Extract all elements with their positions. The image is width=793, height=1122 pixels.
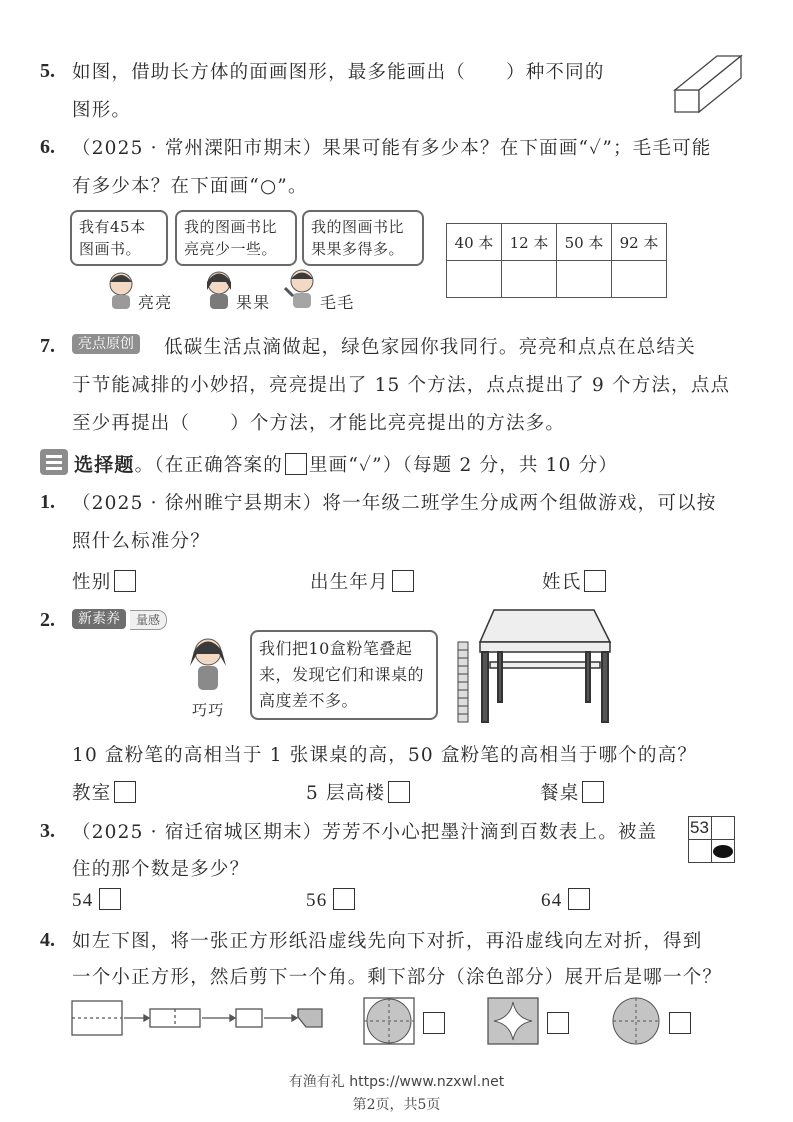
c4-option-b-figure [486,996,542,1046]
section-three-title: 选择题 [74,454,135,476]
c4-checkbox-c[interactable] [669,1012,691,1034]
c2-option-building [306,779,410,805]
chalk-and-desk-figure [454,604,614,724]
c2-option-label: 5 层高楼 [306,783,386,804]
c2-checkbox-building[interactable] [388,781,410,803]
c1-number: 1. [40,491,55,513]
hundred-chart-fragment [688,816,736,864]
qiaoqiao-name: 巧巧 [192,701,225,719]
ink-blot [713,845,733,858]
liangliang-avatar [104,270,138,310]
c2-option-label: 教室 [72,783,112,804]
c1-option-gender [72,568,136,594]
page-number: 第2页，共5页 [352,1097,441,1113]
q7-line2: 于节能减排的小妙招，亮亮提出了 15 个方法，点点提出了 9 个方法，点点 [72,375,731,396]
c4-checkbox-a[interactable] [423,1012,445,1034]
c2-number: 2. [40,609,55,631]
c4-option-a-figure [362,996,418,1046]
q6-answer-cell-50[interactable] [557,261,612,298]
maomao-name: 毛毛 [320,293,355,312]
q5-line1 [72,58,605,84]
grid-cell-ink [711,839,735,863]
c3-line2: 住的那个数是多少？ [72,859,250,880]
c1-checkbox-gender[interactable] [114,570,136,592]
c2-quantity-sense-tag: 量感 [130,610,167,630]
q6-line1: （2025 · 常州溧阳市期末）果果可能有多少本？在下面画“✓”；毛毛可能 [72,138,712,159]
instruction-box-icon [285,453,307,475]
c2-option-dining-table [540,779,604,805]
q7-text-b: ）个方法，才能比亮亮提出的方法多。 [230,413,566,434]
c2-checkbox-dining-table[interactable] [582,781,604,803]
maomao-avatar [284,266,320,310]
grid-cell-empty [688,839,712,863]
c1-option-birth [310,568,414,594]
c1-checkbox-birth[interactable] [392,570,414,592]
c3-option-label: 64 [541,890,563,911]
q5-text-b: ）种不同的 [506,62,605,83]
q6-answer-cell-12[interactable] [502,261,557,298]
c3-option-label: 54 [72,890,94,911]
q7-number: 7. [40,335,55,357]
c1-option-surname [542,568,606,594]
section-three-instr-b: 里画“✓”）（每题 2 分，共 10 分） [308,455,619,476]
q6-option-40: 40 本 [447,224,502,261]
cuboid-figure [672,52,744,114]
c3-option-54 [72,888,121,912]
q7-text-a: 至少再提出（ [72,413,191,434]
qiaoqiao-speech-bubble: 我们把10盒粉笔叠起来，发现它们和课桌的高度差不多。 [250,630,438,720]
c3-option-56 [306,888,355,912]
c3-number: 3. [40,820,55,842]
guoguo-name: 果果 [236,293,271,312]
folding-steps-figure [70,998,330,1040]
c4-checkbox-b[interactable] [547,1012,569,1034]
c4-line2: 一个小正方形，然后剪下一个角。剩下部分（涂色部分）展开后是哪一个？ [72,967,723,988]
c4-line1: 如左下图，将一张正方形纸沿虚线先向下对折，再沿虚线向左对折，得到 [72,931,703,952]
q6-option-12: 12 本 [502,224,557,261]
c3-checkbox-54[interactable] [99,888,121,910]
q6-options-table [446,223,667,298]
q7-original-tag: 亮点原创 [72,334,140,354]
c3-checkbox-64[interactable] [568,888,590,910]
c1-option-label: 出生年月 [310,572,389,593]
section-three-heading [74,450,618,477]
c3-option-label: 56 [306,890,328,911]
c3-option-64 [541,888,590,912]
q6-answer-cell-92[interactable] [612,261,667,298]
q5-text-a: 如图，借助长方体的面画图形，最多能画出（ [72,62,467,83]
q6-answer-cell-40[interactable] [447,261,502,298]
maomao-speech-bubble: 我的图画书比果果多得多。 [302,210,424,266]
c1-option-label: 姓氏 [542,572,582,593]
qiaoqiao-avatar [186,632,230,694]
q7-line1: 低碳生活点滴做起，绿色家园你我同行。亮亮和点点在总结关 [164,337,696,358]
q6-option-50: 50 本 [557,224,612,261]
watermark: 有渔有礼 https://www.nzxwl.net [288,1074,505,1090]
c1-line1: （2025 · 徐州睢宁县期末）将一年级二班学生分成两个组做游戏，可以按 [72,493,717,514]
c4-option-c-figure [608,996,664,1046]
section-three-icon [40,449,68,475]
c2-option-label: 餐桌 [540,783,580,804]
q5-line2: 图形。 [72,100,132,121]
grid-cell-53: 53 [688,816,712,840]
c2-option-classroom [72,779,136,805]
liangliang-name: 亮亮 [138,293,173,312]
c1-checkbox-surname[interactable] [584,570,606,592]
c2-new-literacy-tag: 新素养 [72,609,126,629]
q6-number: 6. [40,136,55,158]
c3-checkbox-56[interactable] [333,888,355,910]
q5-number: 5. [40,60,55,82]
c4-number: 4. [40,929,55,951]
grid-cell-empty [711,816,735,840]
q6-option-92: 92 本 [612,224,667,261]
guoguo-speech-bubble: 我的图画书比亮亮少一些。 [175,210,297,266]
c3-line1: （2025 · 宿迁宿城区期末）芳芳不小心把墨汁滴到百数表上。被盖 [72,822,658,843]
c2-question: 10 盒粉笔的高相当于 1 张课桌的高，50 盒粉笔的高相当于哪个的高？ [72,745,698,766]
c1-line2: 照什么标准分？ [72,531,210,552]
c1-option-label: 性别 [72,572,112,593]
guoguo-avatar [202,268,236,310]
q7-line3 [72,409,565,435]
c2-checkbox-classroom[interactable] [114,781,136,803]
liangliang-speech-bubble: 我有45本图画书。 [70,210,168,266]
q6-line2: 有多少本？在下面画“○”。 [72,176,308,197]
section-three-instr-a: 。（在正确答案的 [134,455,283,476]
